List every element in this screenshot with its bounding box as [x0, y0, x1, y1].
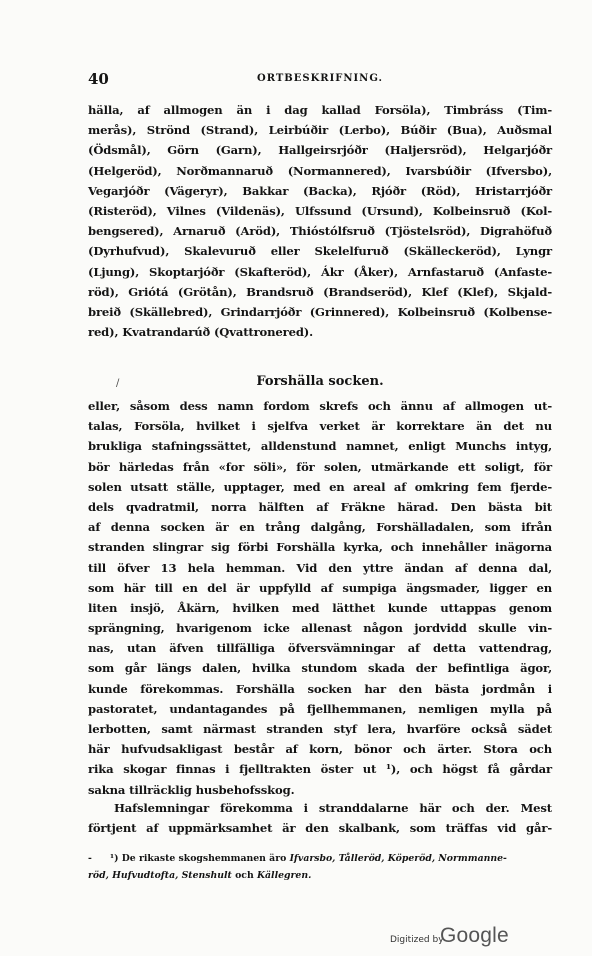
page-number: 40 [88, 70, 109, 88]
page-header [88, 70, 552, 88]
section-heading: Forshälla socken. [256, 374, 384, 389]
text-line: solen utsatt ställe, upptager, med en areal af omkring fem fjerde- [88, 479, 552, 494]
text-line: nas, utan äfven tillfälliga öfversvämningar af detta vattendrag, [88, 641, 552, 656]
footnote-place-name: Källegren. [256, 870, 312, 881]
text-line: Hafslemningar förekomma i stranddalarne här och der. Mest [114, 801, 552, 815]
text-line: (Risteröd), Vilnes (Vildenäs), Ulfssund (Ursund), Kolbeinsruð (Kol- [88, 203, 552, 218]
footnote-line [88, 850, 552, 867]
text-line: rika skogar finnas i fjelltrakten öster ut ¹), och högst få gårdar [88, 762, 552, 777]
text-line: lerbotten, samt närmast stranden styf lera, hvarföre också sädet [88, 722, 552, 736]
text-line: brukliga stafningssättet, alldenstund namnet, enligt Munchs intyg, [88, 439, 552, 454]
text-line: till öfver 13 hela hemman. Vid den yttre ändan af denna dal, [88, 560, 552, 575]
text-line: (Ödsmål), Görn (Garn), Hallgeirsrjóðr (Haljersröd), Helgarjóðr [88, 143, 552, 158]
text-line: (Ljung), Skoptarjóðr (Skafteröd), Ákr (Åker), Arnfastaruð (Anfaste- [88, 264, 552, 279]
text-line: som går längs dalen, hvilka stundom skada der befintliga ägor, [88, 661, 552, 676]
text-line: (Dyrhufvud), Skalevuruð eller Skelelfuruð (Skälleckeröd), Lyngr [88, 244, 552, 259]
text-line: som här till en del är uppfylld af sumpiga ängsmader, ligger en [88, 580, 552, 595]
text-line: pastoratet, undantagandes på fjellhemmanen, nemligen mylla på [88, 701, 552, 716]
text-line: eller, såsom dess namn fordom skrefs och ännu af allmogen ut- [88, 399, 552, 413]
footnote [88, 850, 552, 884]
text-line: Vegarjóðr (Vägeryr), Bakkar (Backa), Rjóðr (Röd), Hristarrjóðr [88, 183, 552, 198]
paragraph-hafslemningar [88, 798, 552, 838]
text-line: merås), Strönd (Strand), Leirbúðir (Lerbo), Búðir (Bua), Auðsmal [88, 123, 552, 138]
text-line: (Helgeröd), Norðmannaruð (Normannered), Ivarsbúðir (Ifversbo), [88, 163, 552, 178]
paragraph-forshalla [88, 396, 552, 800]
text-line: liten insjö, Åkärn, hvilken med lätthet kunde uttappas genom [88, 600, 552, 615]
footnote-dash: - [88, 853, 92, 864]
text-line: röd), Griótá (Grötån), Brandsruð (Brandseröd), Klef (Klef), Skjald- [88, 284, 552, 299]
text-line: sakna tillräcklig husbehofsskog. [88, 782, 295, 797]
paragraph-place-names [88, 100, 552, 342]
text-line: talas, Forsöla, hvilket i sjelfva verket är korrektare än det nu [88, 419, 552, 434]
text-line: hälla, af allmogen än i dag kallad Forsöla), Timbráss (Tim- [88, 103, 552, 117]
text-line: här hufvudsakligast består af korn, bönor och ärter. Stora och [88, 742, 552, 757]
text-line: bör härledas från «for söli», för solen, utmärkande ett soligt, för [88, 459, 552, 474]
text-line: bengsered), Arnaruð (Aröd), Thióstólfsruð (Tjöstelsröd), Digrahöfuð [88, 224, 552, 239]
text-line: red), Kvatrandarúð (Qvattronered). [88, 325, 314, 340]
digitized-by-label: Digitized by [390, 935, 444, 945]
text-line: dels qvadratmil, norra hälften af Fräkne härad. Den bästa bit [88, 499, 552, 514]
footnote-line [88, 867, 552, 884]
text-line: stranden slingrar sig förbi Forshälla kyrka, och innehåller inägorna [88, 540, 552, 555]
text-line: kunde förekommas. Forshälla socken har den bästa jordmån i [88, 681, 552, 696]
google-logo: Google [440, 924, 509, 947]
footnote-place-names: Ifvarsbo, Tålleröd, Köperöd, Normmanne- [289, 853, 507, 864]
margin-tick-mark: / [116, 378, 120, 389]
footnote-text: De rikaste skogshemmanen äro [121, 853, 287, 864]
text-line: breið (Skällebred), Grindarrjóðr (Grinnered), Kolbeinsruð (Kolbense- [88, 304, 552, 319]
running-head: ORTBESKRIFNING. [257, 73, 383, 84]
footnote-conjunction: och [235, 870, 254, 881]
text-line: förtjent af uppmärksamhet är den skalbank, som träffas vid går- [88, 821, 552, 836]
footnote-place-names: röd, Hufvudtofta, Stenshult [88, 870, 232, 881]
text-line: af denna socken är en trång dalgång, Forshälladalen, som ifrån [88, 520, 552, 535]
footnote-marker: ¹) [110, 853, 119, 864]
text-line: sprängning, hvarigenom icke allenast någon jordvidd skulle vin- [88, 621, 552, 636]
